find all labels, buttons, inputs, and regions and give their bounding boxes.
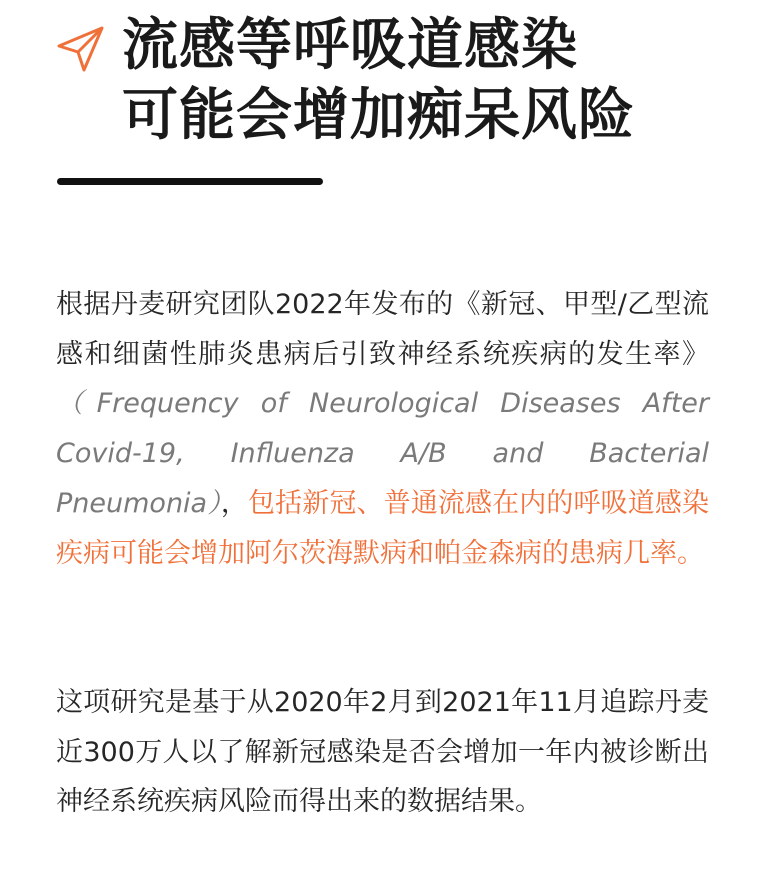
paragraph-study-method	[56, 678, 709, 827]
title-divider	[57, 178, 323, 185]
paper-plane-icon	[56, 24, 106, 74]
comma-text: ，	[220, 487, 248, 519]
title-line-1: 流感等呼吸道感染	[122, 12, 578, 78]
title-line-2: 可能会增加痴呆风险	[122, 82, 635, 148]
study-method-text: 这项研究是基于从2020年2月到2021年11月追踪丹麦近300万人以了解新冠感染是否会增加一年内被诊断出神经系统疾病风险而得出来的数据结果。	[56, 687, 709, 818]
english-study-title: （Frequency of Neurological Diseases After Covid-19, Influenza A/B and Bacterial Pneumonia）	[56, 388, 709, 519]
paragraph-study-intro	[56, 280, 709, 578]
study-intro-text: 根据丹麦研究团队2022年发布的《新冠、甲型/乙型流感和细菌性肺炎患病后引致神经系统疾病的发生率》	[56, 289, 709, 370]
highlighted-finding: 包括新冠、普通流感在内的呼吸道感染疾病可能会增加阿尔茨海默病和帕金森病的患病几率。	[56, 487, 710, 569]
page-title	[122, 10, 635, 150]
